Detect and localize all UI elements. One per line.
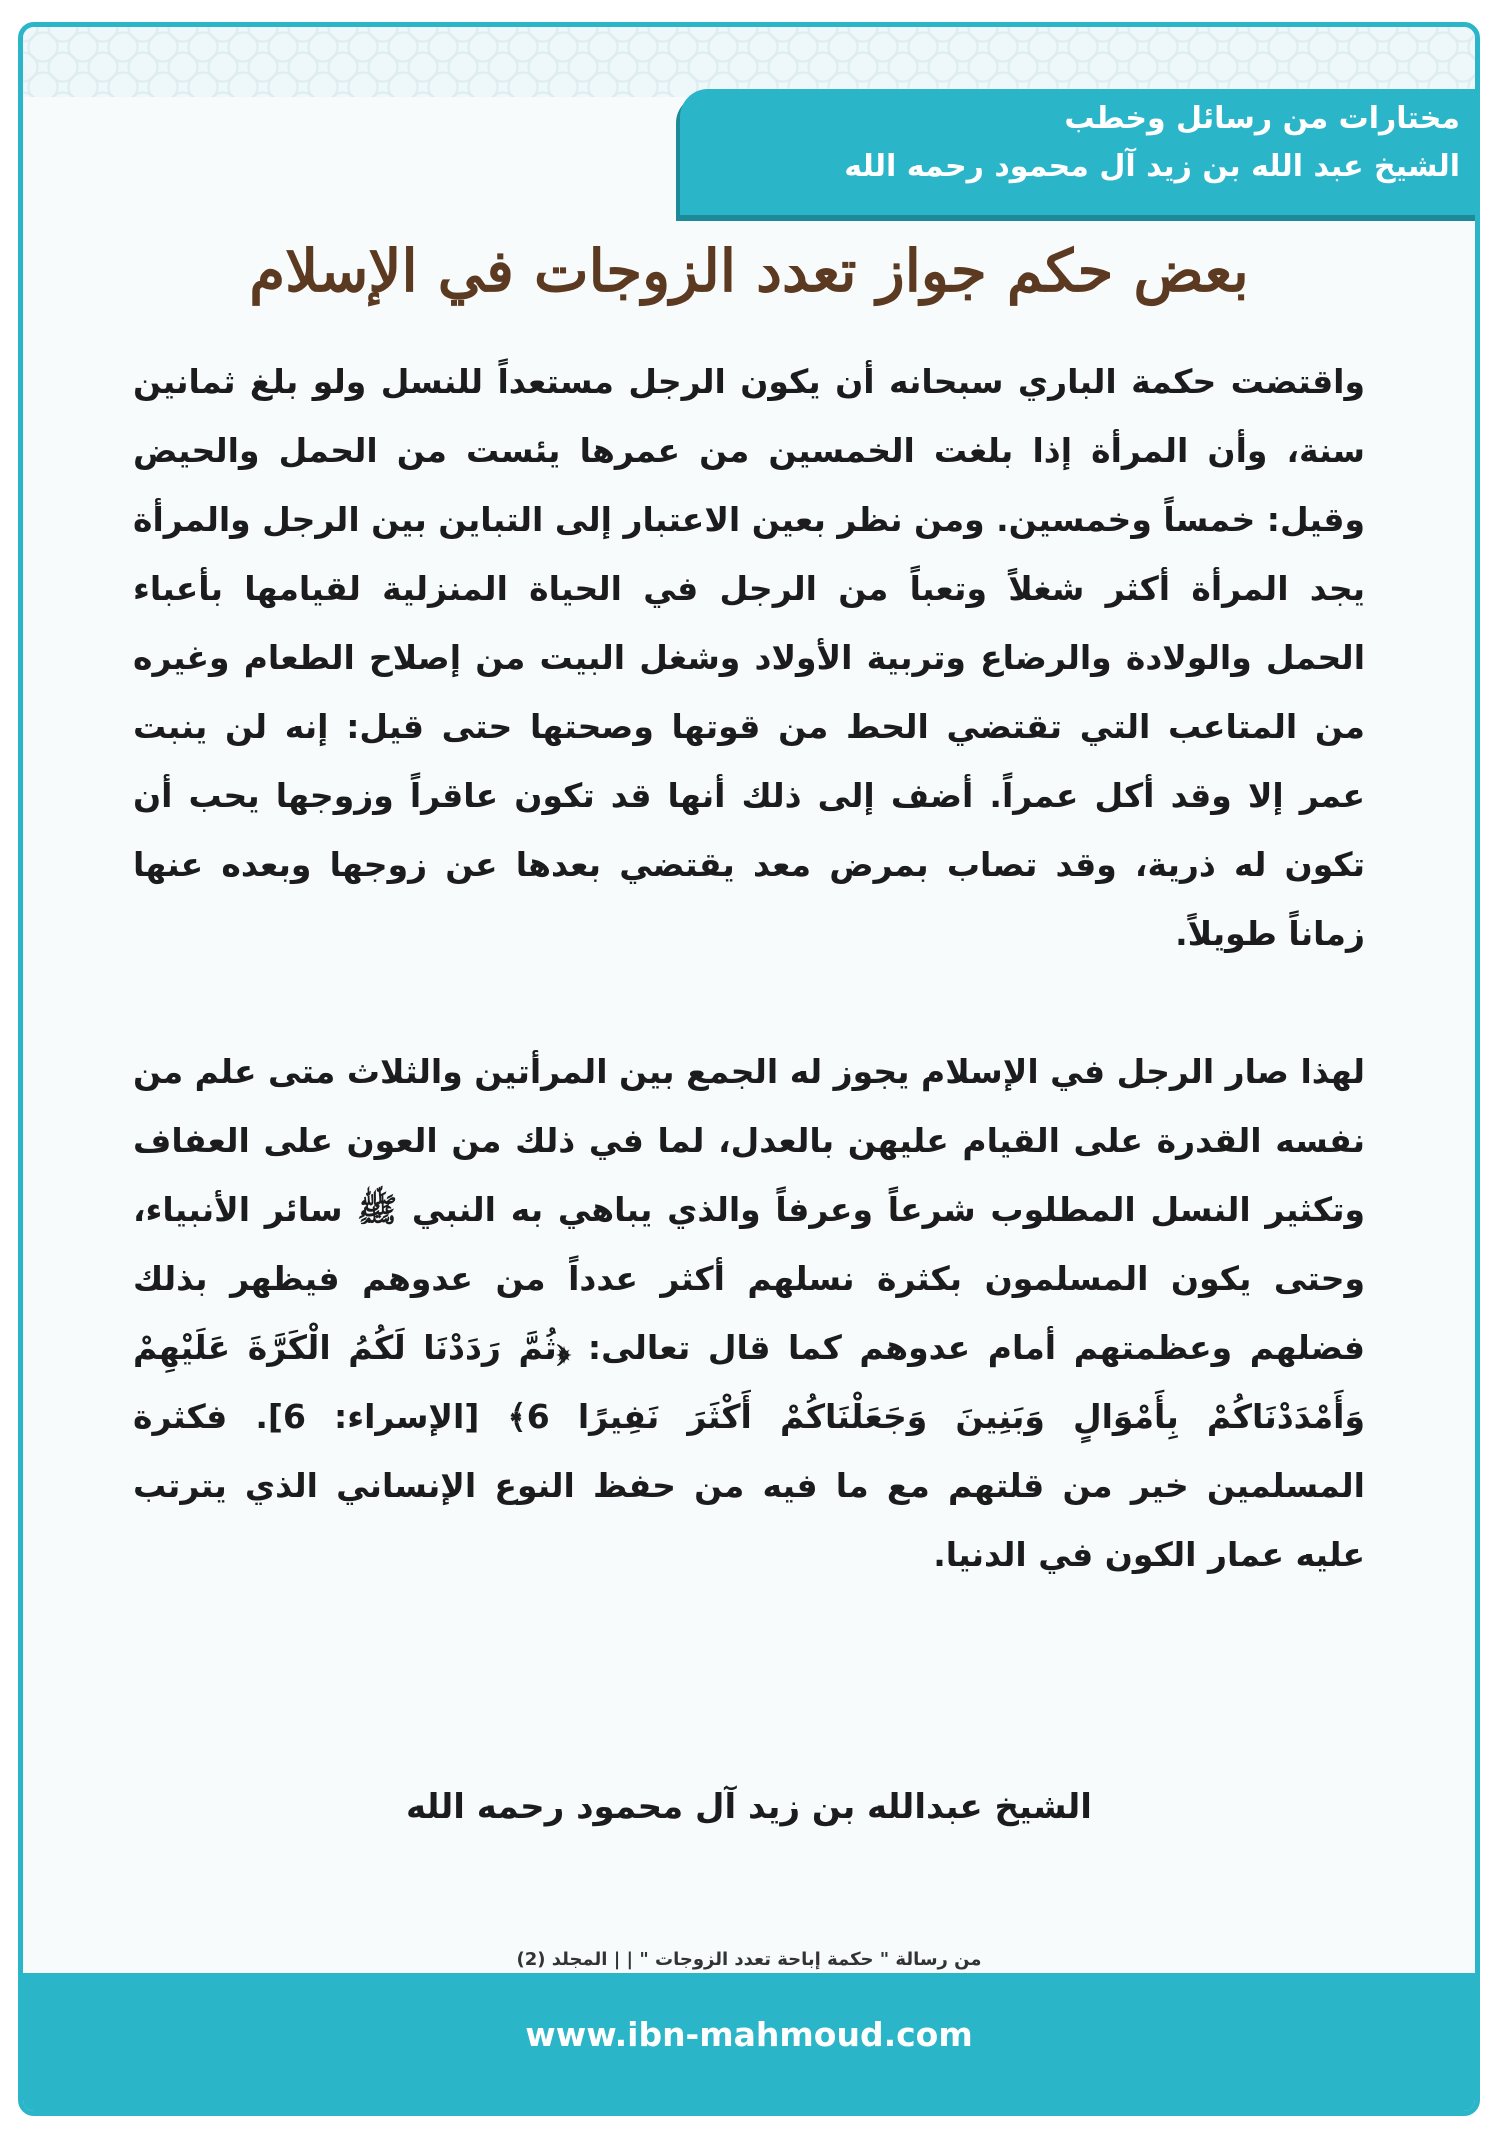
header-line-1: مختارات من رسائل وخطب	[1064, 101, 1460, 136]
header-banner	[680, 89, 1480, 215]
source-citation: من رسالة " حكمة إباحة تعدد الزوجات " | | المجلد (2)	[516, 1949, 982, 1970]
page-frame	[18, 22, 1480, 2116]
paragraph-1: واقتضت حكمة الباري سبحانه أن يكون الرجل مستعداً للنسل ولو بلغ ثمانين سنة، وأن المرأة إذا بلغت الخمسين من عمرها يئست من الحمل والحيض وقيل: خمساً وخمسين. ومن نظر بعين الاعتبار إلى التباين بين الرجل والمرأة يجد المرأة أكثر شغلاً وتعباً من الرجل في الحياة المنزلية لقيامها بأعباء الحمل والولادة والرضاع وتربية الأولاد وشغل البيت من إصلاح الطعام وغيره من المتاعب التي تقتضي الحط من قوتها وصحتها حتى قيل: إنه لن ينبت عمر إلا وقد أكل عمراً. أضف إلى ذلك أنها قد تكون عاقراً وزوجها يحب أن تكون له ذرية، وقد تصاب بمرض معد يقتضي بعدها عن زوجها وبعده عنها زماناً طويلاً.	[133, 362, 1365, 953]
footer-bar	[23, 1973, 1475, 2111]
header-line-2: الشيخ عبد الله بن زيد آل محمود رحمه الله	[844, 149, 1460, 184]
website-link[interactable]: www.ibn-mahmoud.com	[525, 2015, 973, 2054]
page-title: بعض حكم جواز تعدد الزوجات في الإسلام	[249, 237, 1249, 305]
author-signature: الشيخ عبدالله بن زيد آل محمود رحمه الله	[406, 1787, 1092, 1827]
paragraph-2: لهذا صار الرجل في الإسلام يجوز له الجمع بين المرأتين والثلاث متى علم من نفسه القدرة على القيام عليهن بالعدل، لما في ذلك من العون على العفاف وتكثير النسل المطلوب شرعاً وعرفاً والذي يباهي به النبي ﷺ سائر الأنبياء، وحتى يكون المسلمون بكثرة نسلهم أكثر عدداً من عدوهم فيظهر بذلك فضلهم وعظمتهم أمام عدوهم كما قال تعالى: ﴿ثُمَّ رَدَدْنَا لَكُمُ الْكَرَّةَ عَلَيْهِمْ وَأَمْدَدْنَاكُمْ بِأَمْوَالٍ وَبَنِينَ وَجَعَلْنَاكُمْ أَكْثَرَ نَفِيرًا 6﴾ [الإسراء: 6]. فكثرة المسلمين خير من قلتهم مع ما فيه من حفظ النوع الإنساني الذي يترتب عليه عمار الكون في الدنيا.	[133, 1052, 1365, 1574]
article-body	[133, 347, 1365, 1589]
header-text	[844, 95, 1460, 191]
decorative-pattern	[23, 27, 1475, 97]
